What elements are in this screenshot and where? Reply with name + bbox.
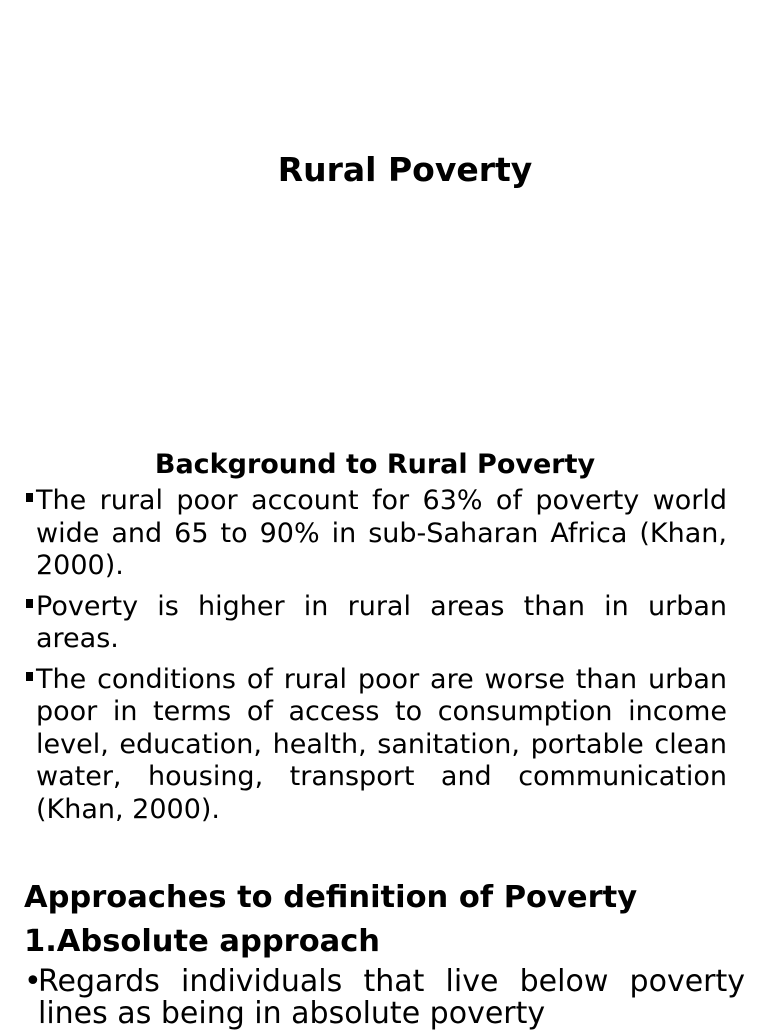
- list-item: [0, 485, 727, 583]
- bullet-text: The rural poor account for 63% of poverty world wide and 65 to 90% in sub-Saharan Africa (Khan, 2000).: [36, 485, 727, 581]
- background-section: [0, 446, 768, 834]
- approach-body: [24, 966, 745, 1030]
- list-item: [0, 664, 727, 827]
- approaches-heading: Approaches to definition of Poverty: [24, 880, 638, 915]
- section-heading: Background to Rural Poverty: [154, 449, 596, 480]
- approach-subheading: 1.Absolute approach: [24, 924, 381, 959]
- approaches-section: [24, 876, 768, 1030]
- approach-body-text: Regards individuals that live below poverty lines as being in absolute poverty: [38, 964, 745, 1031]
- round-bullet-icon: •: [24, 964, 42, 999]
- list-item: [0, 591, 727, 656]
- bullet-list: [0, 485, 768, 826]
- bullet-text: The conditions of rural poor are worse than urban poor in terms of access to consumption income level, education, health, sanitation, portable clean water, housing, transport and communication (Khan, 2000).: [36, 663, 727, 825]
- bullet-text: Poverty is higher in rural areas than in urban areas.: [36, 590, 727, 654]
- square-bullet-icon: [26, 493, 33, 502]
- square-bullet-icon: [26, 672, 33, 681]
- square-bullet-icon: [26, 599, 33, 608]
- page-title: Rural Poverty: [277, 150, 533, 189]
